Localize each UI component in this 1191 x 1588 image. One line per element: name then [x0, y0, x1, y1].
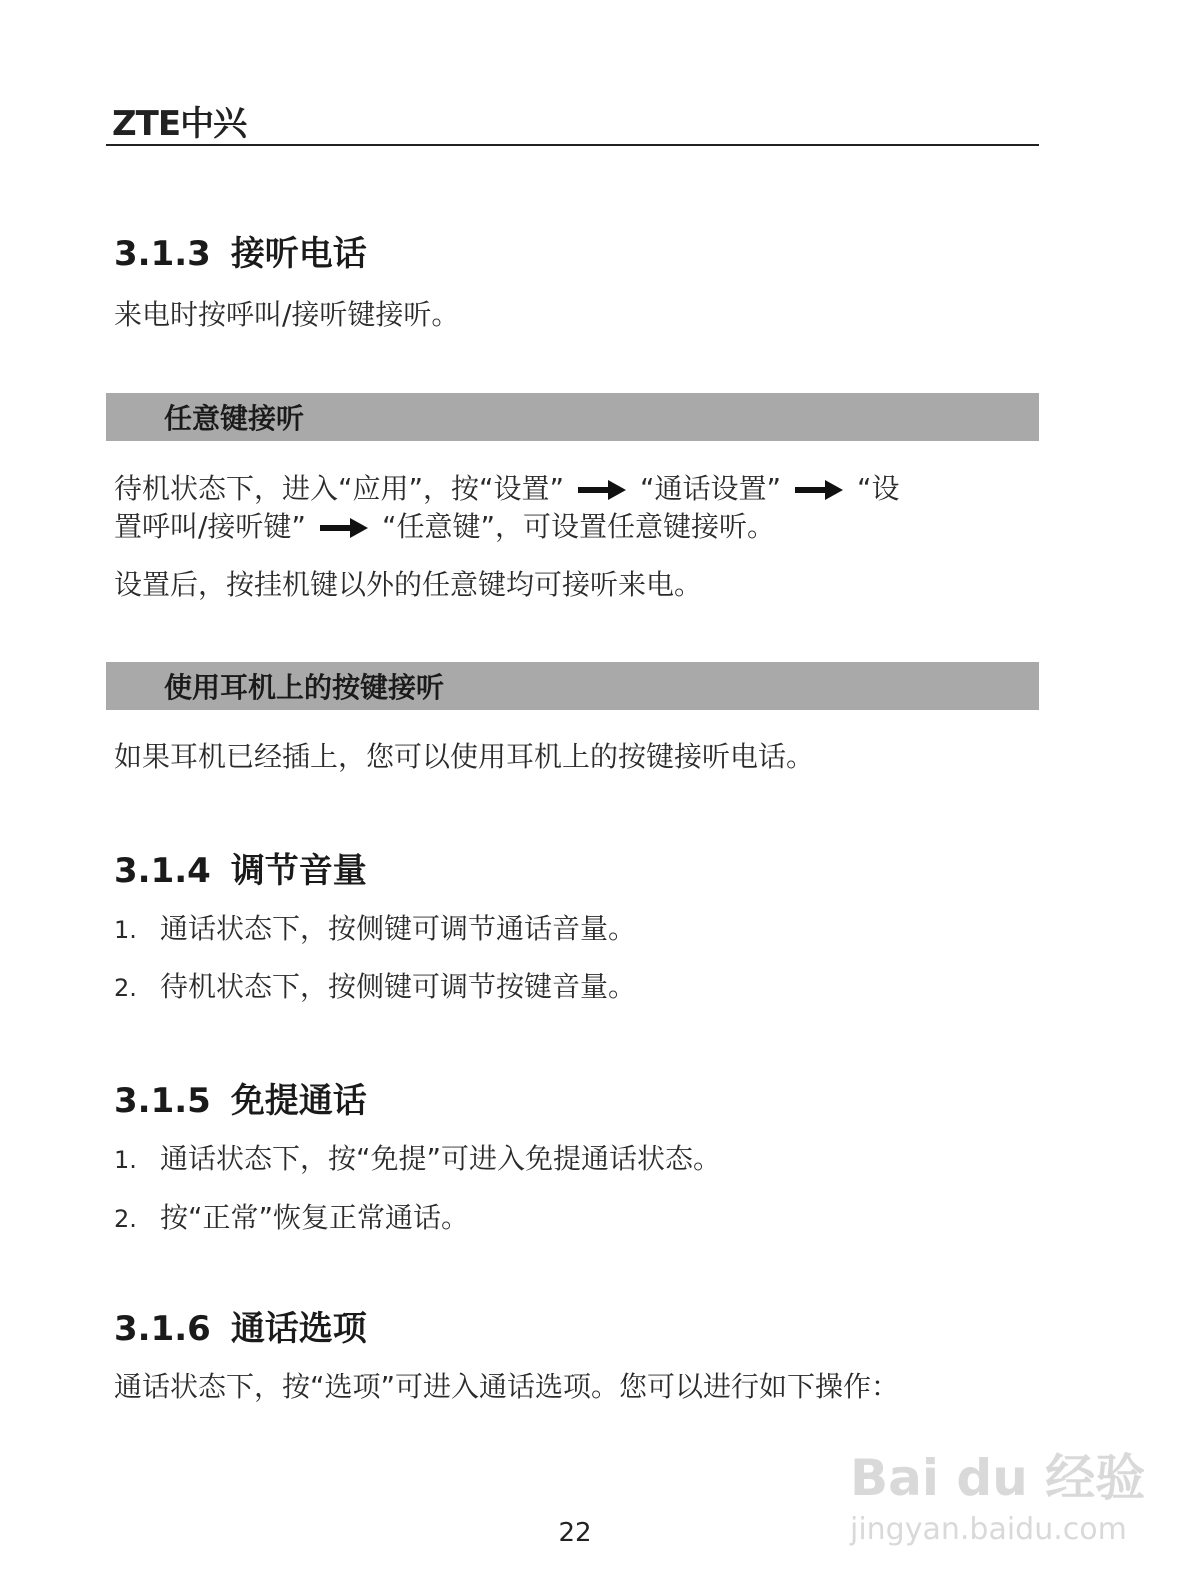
text-run: 置呼叫/接听键”: [114, 510, 306, 543]
intro-paragraph: 来电时按呼叫/接听键接听。: [114, 298, 460, 331]
list-item: [114, 1199, 1039, 1238]
headset-paragraph: 如果耳机已经插上，您可以使用耳机上的按键接听电话。: [114, 740, 815, 773]
section-title: 免提通话: [230, 1081, 367, 1121]
section-number: 3.1.5: [114, 1081, 211, 1121]
call-options-paragraph: 通话状态下，按“选项”可进入通话选项。您可以进行如下操作：: [114, 1370, 900, 1403]
text-run: “任意键”，可设置任意键接听。: [381, 510, 775, 543]
section-title: 接听电话: [230, 234, 367, 274]
arrow-right-icon: [320, 518, 368, 538]
list-text: 通话状态下，按侧键可调节通话音量。: [160, 912, 637, 945]
after-setting-paragraph: 设置后，按挂机键以外的任意键均可接听来电。: [114, 568, 703, 601]
page-number: 22: [558, 1518, 592, 1548]
list-text: 按“正常”恢复正常通话。: [160, 1201, 470, 1234]
section-heading-3-1-5: [114, 1073, 367, 1122]
list-item: [114, 910, 1039, 949]
section-heading-3-1-3: [114, 226, 367, 275]
section-title: 调节音量: [230, 851, 367, 891]
company-logo: ZTE中兴: [112, 104, 247, 144]
list-number: 2.: [114, 1205, 137, 1233]
any-key-paragraph: [114, 470, 1039, 546]
section-number: 3.1.4: [114, 851, 211, 891]
list-item: [114, 968, 1039, 1007]
watermark-url: jingyan.baidu.com: [850, 1512, 1127, 1547]
text-run: “设: [857, 472, 900, 505]
watermark-brand: Bai du 经验: [850, 1449, 1146, 1507]
list-text: 待机状态下，按侧键可调节按键音量。: [160, 970, 637, 1003]
section-heading-3-1-4: [114, 843, 367, 892]
list-item: [114, 1140, 1039, 1179]
text-run: 待机状态下，进入“应用”，按“设置”: [114, 472, 565, 505]
list-number: 1.: [114, 916, 137, 944]
section-number: 3.1.3: [114, 234, 211, 274]
text-run: “通话设置”: [640, 472, 782, 505]
subheading-label: 任意键接听: [164, 402, 305, 435]
header-rule: [106, 144, 1039, 146]
list-number: 2.: [114, 974, 137, 1002]
arrow-right-icon: [578, 480, 626, 500]
list-number: 1.: [114, 1146, 137, 1174]
subheading-label: 使用耳机上的按键接听: [164, 671, 445, 704]
arrow-right-icon: [795, 480, 843, 500]
baidu-watermark: [850, 1420, 1150, 1580]
list-text: 通话状态下，按“免提”可进入免提通话状态。: [160, 1142, 722, 1175]
section-heading-3-1-6: [114, 1301, 367, 1350]
subheading-bar-any-key: [106, 393, 1039, 441]
subheading-bar-headset: [106, 662, 1039, 710]
section-number: 3.1.6: [114, 1309, 211, 1349]
section-title: 通话选项: [230, 1309, 367, 1349]
